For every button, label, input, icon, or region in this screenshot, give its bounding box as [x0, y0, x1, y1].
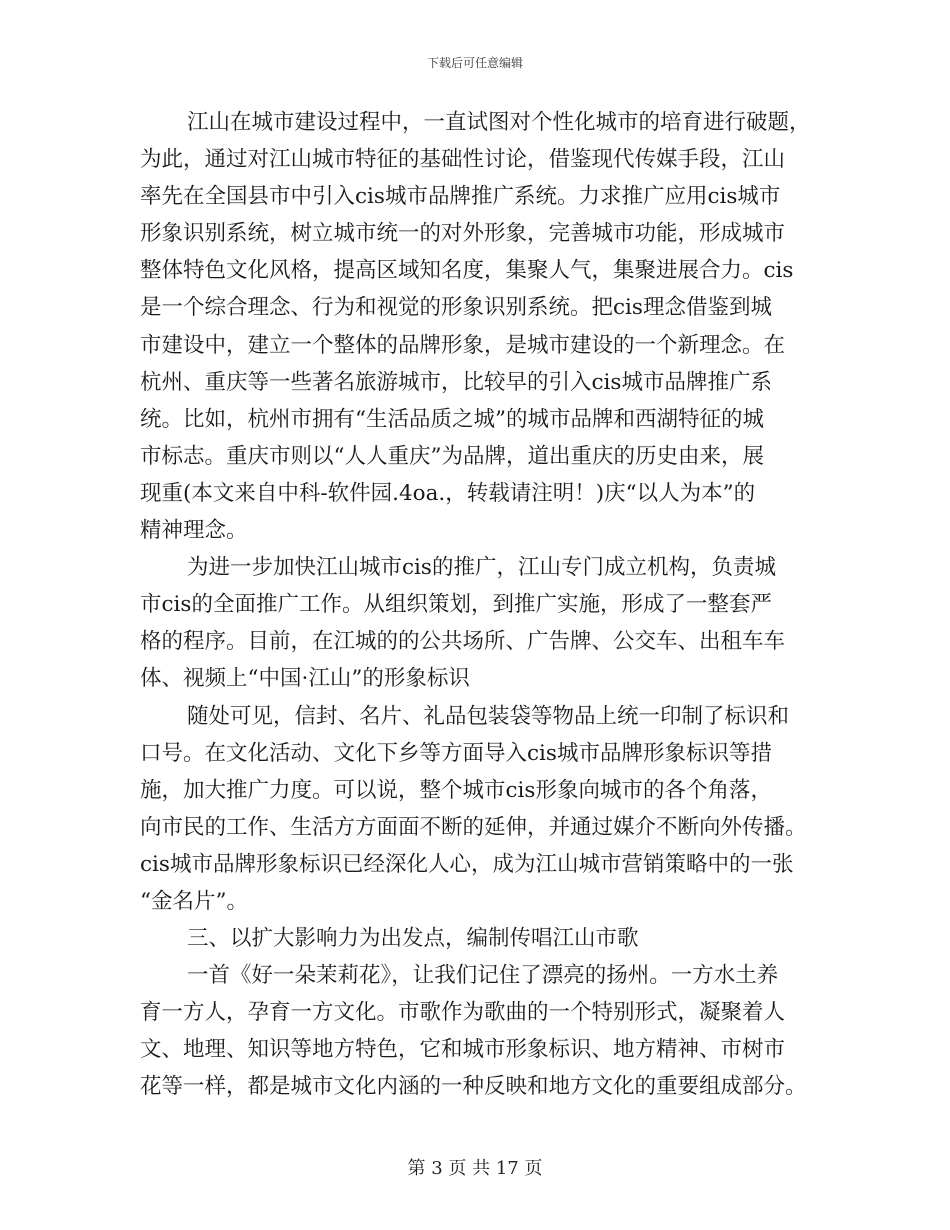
text-line: 率先在全国县市中引入cis城市品牌推广系统。力求推广应用cis城市: [140, 184, 781, 210]
text-line: 市cis的全面推广工作。从组织策划，到推广实施，形成了一整套严: [140, 592, 772, 618]
text-line: “金名片”。: [140, 888, 248, 914]
page-header: 下载后可任意编辑: [426, 56, 523, 70]
text-line: 文、地理、知识等地方特色，它和城市形象标识、地方精神、市树市: [140, 1037, 786, 1063]
text-line: 格的程序。目前，在江城的的公共场所、广告牌、公交车、出租车车: [140, 629, 786, 655]
text-line: 杭州、重庆等一些著名旅游城市，比较早的引入cis城市品牌推广系: [140, 369, 772, 395]
text-line: cis城市品牌形象标识已经深化人心，成为江山城市营销策略中的一张: [140, 851, 794, 877]
text-line: 口号。在文化活动、文化下乡等方面导入cis城市品牌形象标识等措: [140, 740, 772, 766]
text-line: 一首《好一朵茉莉花》，让我们记住了漂亮的扬州。一方水土养: [187, 963, 779, 989]
text-line: 体、视频上“中国·江山”的形象标识: [140, 666, 470, 692]
text-line: 现重(本文来自中科-软件园.4oa.，转载请注明！)庆“以人为本”的: [140, 480, 756, 506]
text-line: 市标志。重庆市则以“人人重庆”为品牌，道出重庆的历史由来，展: [140, 443, 764, 469]
text-line: 花等一样，都是城市文化内涵的一种反映和地方文化的重要组成部分。: [140, 1074, 807, 1100]
text-line: 形象识别系统，树立城市统一的对外形象，完善城市功能，形成城市: [140, 221, 786, 247]
text-line: 育一方人，孕育一方文化。市歌作为歌曲的一个特别形式，凝聚着人: [140, 1000, 786, 1026]
text-line: 为此，通过对江山城市特征的基础性讨论，借鉴现代传媒手段，江山: [140, 147, 786, 173]
text-line: 施，加大推广力度。可以说，整个城市cis形象向城市的各个角落，: [140, 777, 772, 803]
text-line: 市建设中，建立一个整体的品牌形象，是城市建设的一个新理念。在: [140, 332, 786, 358]
text-line: 精神理念。: [140, 518, 248, 544]
text-line: 江山在城市建设过程中，一直试图对个性化城市的培育进行破题，: [187, 110, 811, 135]
text-line: 三、以扩大影响力为出发点，编制传唱江山市歌: [187, 926, 639, 952]
text-line: 统。比如，杭州市拥有“生活品质之城”的城市品牌和西湖特征的城: [140, 406, 764, 432]
page-number-footer: 第 3 页 共 17 页: [407, 1158, 543, 1179]
text-line: 向市民的工作、生活方方面面不断的延伸，并通过媒介不断向外传播。: [140, 814, 807, 840]
text-line: 是一个综合理念、行为和视觉的形象识别系统。把cis理念借鉴到城: [140, 295, 772, 321]
document-body: [140, 104, 810, 1106]
text-line: 为进一步加快江山城市cis的推广，江山专门成立机构，负责城: [187, 555, 776, 581]
text-line: 整体特色文化风格，提高区域知名度，集聚人气，集聚进展合力。cis: [140, 258, 794, 284]
text-line: 随处可见，信封、名片、礼品包装袋等物品上统一印制了标识和: [187, 703, 790, 729]
